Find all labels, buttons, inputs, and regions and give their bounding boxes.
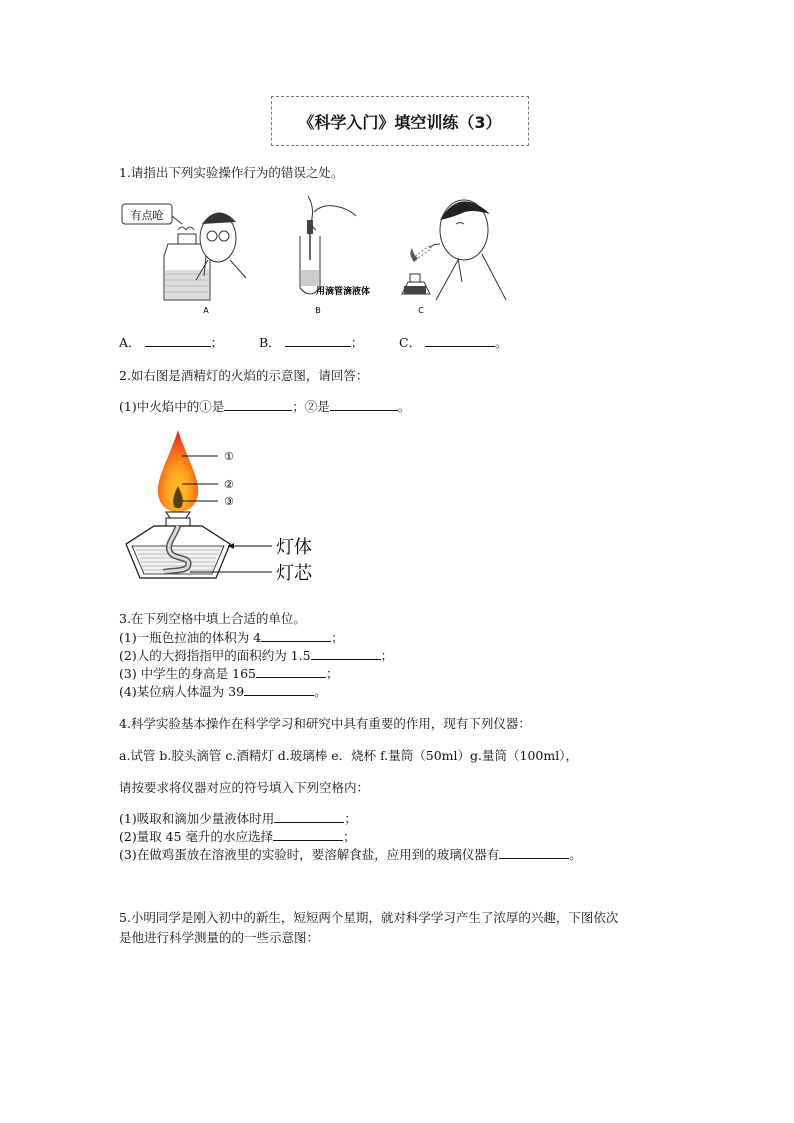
page-title: 《科学入门》填空训练（3） [298,113,502,132]
q4-blank-2[interactable] [273,828,343,841]
q3-item-4: (4)某位病人体温为 39 。 [119,684,327,699]
q3-blank-2[interactable] [311,647,381,660]
q5-line-2: 是他进行科学测量的的一些示意图： [119,930,320,945]
answer-b-label: B． [259,335,281,350]
q3-blank-4[interactable] [244,683,314,696]
figure-c [402,200,506,300]
answer-a-blank[interactable] [145,334,211,347]
q4-blank-3[interactable] [499,846,569,859]
flame-label-3: ③ [224,495,234,508]
flame-label-1: ① [224,450,234,463]
q4-prompt: 4.科学实验基本操作在科学学习和研究中具有重要的作用，现有下列仪器： [119,716,531,731]
figure-b [300,196,370,297]
flame-label-2: ② [224,478,234,491]
q2-prompt: 2.如右图是酒精灯的火焰的示意图，请回答： [119,368,369,383]
q2-sub1: (1)中火焰中的①是 ；②是 。 [119,399,411,414]
q4-item-2: (2)量取 45 毫升的水应选择 ； [119,829,356,844]
q3-item-1: (1)一瓶色拉油的体积为 4 ； [119,630,344,645]
q3-blank-3[interactable] [256,665,326,678]
q5-line-1: 5.小明同学是刚入初中的新生，短短两个星期，就对科学学习产生了浓厚的兴趣，下图依次 [119,910,619,925]
q4-blank-1[interactable] [274,810,344,823]
lamp-wick-label: 灯芯 [276,563,312,584]
label-a: A [203,306,209,315]
answer-a-label: A． [119,335,141,350]
q4-instruments: a.试管 b.胶头滴管 c.酒精灯 d.玻璃棒 e．烧杯 f.量筒（50ml）g.量筒（100ml）， [119,748,578,763]
alcohol-lamp-diagram [120,426,360,586]
answer-b-blank[interactable] [285,334,351,347]
flame-2-blank[interactable] [330,398,398,411]
q3-item-2: (2)人的大拇指指甲的面积约为 1.5 ； [119,648,394,663]
bubble-text: 有点呛 [130,209,164,222]
label-b: B [315,306,321,315]
q3-blank-1[interactable] [261,629,331,642]
lamp-body-label: 灯体 [276,537,312,558]
q3-item-3: (3) 中学生的身高是 165 ； [119,666,339,681]
figure-a [122,204,246,300]
answer-c-label: C． [399,335,422,350]
q3-prompt: 3.在下列空格中填上合适的单位。 [119,611,306,626]
flame-1-blank[interactable] [224,398,292,411]
caption-b: 用滴管滴液体 [316,287,371,297]
title-box [271,96,529,146]
q4-item-1: (1)吸取和滴加少量液体时用 ； [119,811,357,826]
q1-figures [118,190,538,318]
answer-c-blank[interactable] [425,334,495,347]
q4-item-3: (3)在做鸡蛋放在溶液里的实验时，要溶解食盐，应用到的玻璃仪器有 。 [119,847,582,862]
q4-instruction: 请按要求将仪器对应的符号填入下列空格内： [119,780,370,795]
q1-answer-line: A． ； [119,335,224,350]
label-c: C [418,306,424,315]
q1-prompt: 1.请指出下列实验操作行为的错误之处。 [119,165,344,180]
